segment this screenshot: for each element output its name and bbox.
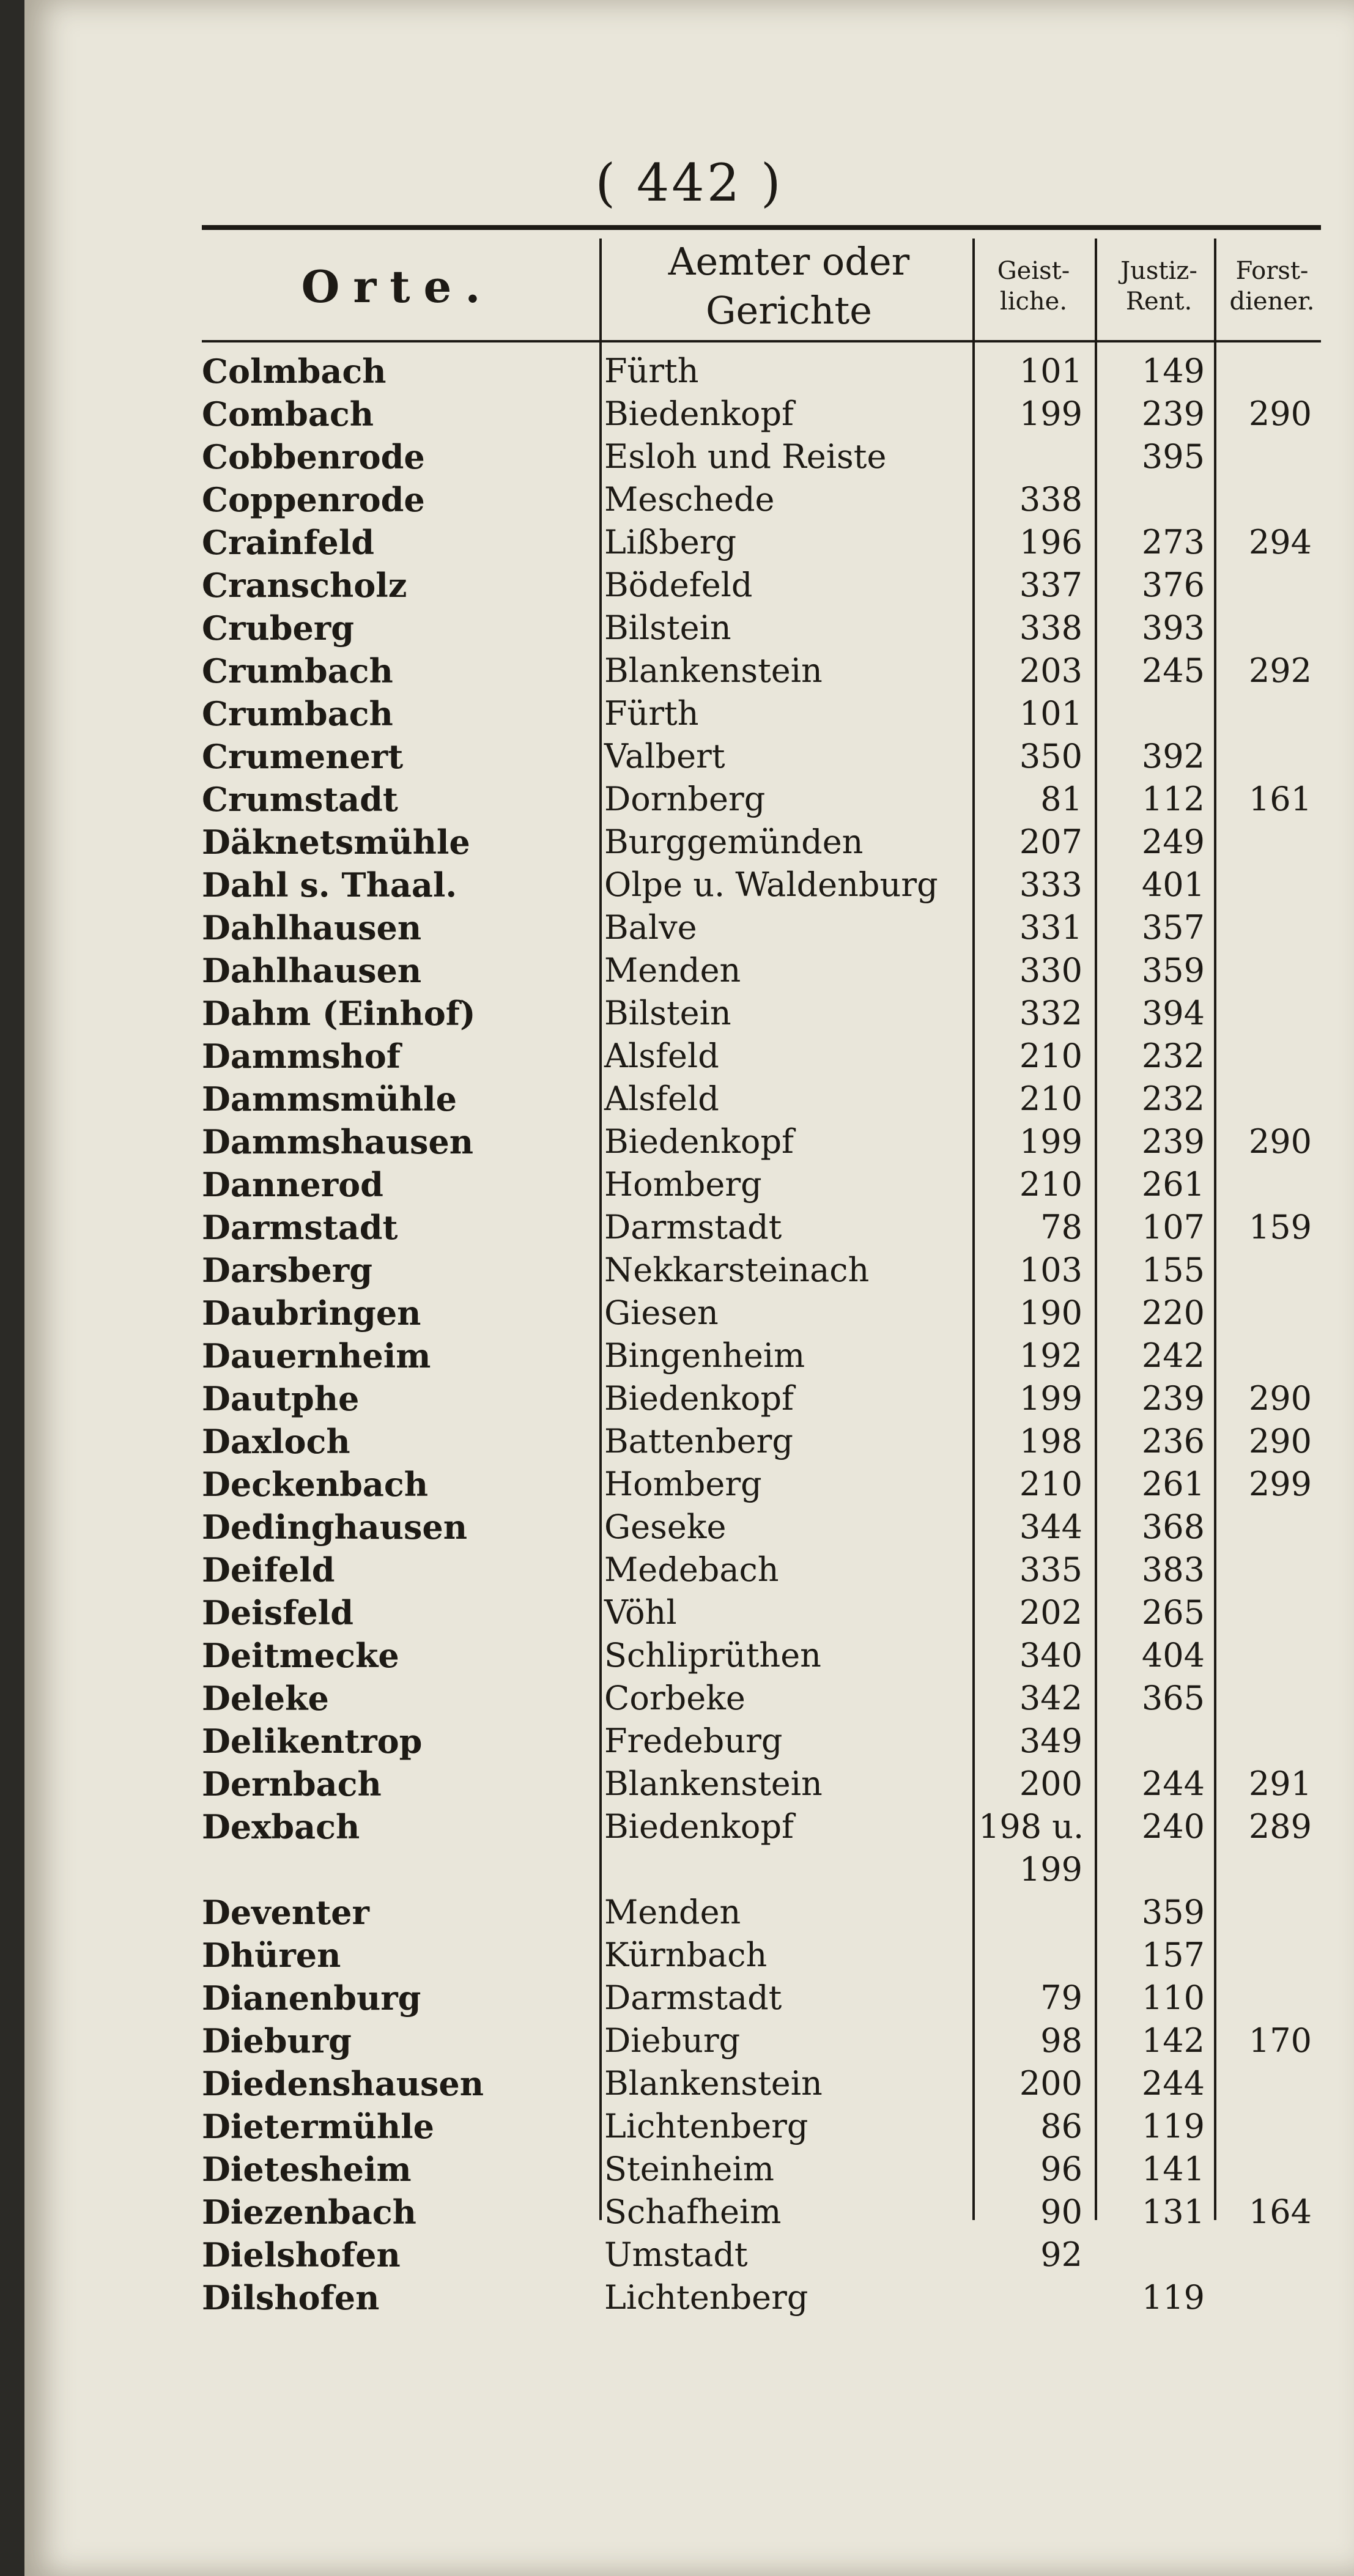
place-name: Dammshof [202, 1037, 401, 1076]
place-name: Deventer [202, 1893, 369, 1932]
table-row [24, 2148, 1354, 2191]
geistliche-page: 198 [1019, 1422, 1082, 1460]
place-name: Dilshofen [202, 2278, 380, 2317]
table-row [24, 607, 1354, 650]
geistliche-page: 101 [1019, 694, 1082, 733]
justiz-page: 110 [1141, 1978, 1205, 2017]
geistliche-page: 349 [1019, 1722, 1082, 1760]
forst-page: 290 [1248, 1122, 1312, 1161]
justiz-page: 273 [1141, 523, 1205, 561]
place-name: Crumenert [202, 737, 404, 776]
table-row [24, 1549, 1354, 1591]
place-name: Daubringen [202, 1294, 421, 1333]
table-row [24, 692, 1354, 735]
justiz-page: 239 [1141, 394, 1205, 433]
justiz-page: 141 [1141, 2150, 1205, 2188]
district-name: Blankenstein [604, 651, 823, 690]
table-row [24, 1249, 1354, 1292]
district-name: Homberg [604, 1465, 762, 1503]
table-row [24, 1120, 1354, 1163]
place-name: Crumbach [202, 651, 393, 690]
geistliche-page: 200 [1019, 2064, 1082, 2103]
geistliche-page: 210 [1019, 1465, 1082, 1503]
district-name: Umstadt [604, 2235, 748, 2274]
justiz-page: 242 [1141, 1336, 1205, 1375]
geistliche-page: 203 [1019, 651, 1082, 690]
district-name: Biedenkopf [604, 1379, 794, 1418]
justiz-page: 240 [1141, 1807, 1205, 1846]
place-name: Dahm (Einhof) [202, 994, 476, 1033]
table-row [24, 2191, 1354, 2234]
forst-page: 290 [1248, 1379, 1312, 1418]
geistliche-page: 199 [1019, 1850, 1082, 1889]
column-header-orte: Orte. [301, 260, 494, 313]
geistliche-page: 338 [1019, 480, 1082, 519]
place-name: Diezenbach [202, 2193, 416, 2232]
place-name: Dahl s. Thaal. [202, 865, 457, 905]
district-name: Burggemünden [604, 823, 864, 861]
table-row [24, 906, 1354, 949]
justiz-page: 220 [1141, 1294, 1205, 1332]
table-row [24, 1591, 1354, 1634]
place-name: Colmbach [202, 352, 387, 391]
justiz-page: 232 [1141, 1079, 1205, 1118]
place-name: Cobbenrode [202, 437, 425, 476]
district-name: Fürth [604, 352, 699, 390]
geistliche-page: 335 [1019, 1550, 1082, 1589]
justiz-page: 239 [1141, 1379, 1205, 1418]
justiz-page: 112 [1141, 780, 1205, 818]
place-name: Daxloch [202, 1422, 350, 1461]
district-name: Biedenkopf [604, 394, 794, 433]
geistliche-page: 332 [1019, 994, 1082, 1032]
district-name: Lichtenberg [604, 2278, 808, 2317]
district-name: Meschede [604, 480, 775, 519]
forst-page: 289 [1248, 1807, 1312, 1846]
table-row [24, 1720, 1354, 1763]
geistliche-page: 333 [1019, 865, 1082, 904]
table-row [24, 1934, 1354, 1977]
table-row [24, 1848, 1354, 1891]
table-row [24, 864, 1354, 906]
district-name: Fürth [604, 694, 699, 733]
column-header-geistliche: Geist-liche. [997, 257, 1070, 316]
place-name: Cruberg [202, 609, 355, 648]
district-name: Darmstadt [604, 1978, 782, 2017]
district-name: Blankenstein [604, 1764, 823, 1803]
place-name: Deckenbach [202, 1465, 428, 1504]
place-name: Dianenburg [202, 1978, 421, 2018]
column-header-justiz: Justiz-Rent. [1120, 257, 1197, 316]
geistliche-page: 342 [1019, 1679, 1082, 1717]
justiz-page: 376 [1141, 566, 1205, 604]
register-table [24, 350, 1354, 2319]
place-name: Dielshofen [202, 2235, 401, 2274]
geistliche-page: 199 [1019, 394, 1082, 433]
place-name: Dedinghausen [202, 1508, 468, 1547]
table-row [24, 2234, 1354, 2276]
district-name: Darmstadt [604, 1208, 782, 1246]
geistliche-page: 79 [1040, 1978, 1082, 2017]
geistliche-page: 331 [1019, 908, 1082, 947]
table-row [24, 821, 1354, 864]
justiz-page: 131 [1141, 2193, 1205, 2231]
geistliche-page: 103 [1019, 1251, 1082, 1289]
district-name: Dornberg [604, 780, 766, 818]
justiz-page: 393 [1141, 609, 1205, 647]
justiz-page: 244 [1141, 1764, 1205, 1803]
forst-page: 161 [1248, 780, 1312, 818]
table-row [24, 1334, 1354, 1377]
place-name: Dernbach [202, 1764, 382, 1804]
table-row [24, 435, 1354, 478]
place-name: Dieburg [202, 2021, 352, 2060]
table-row [24, 1377, 1354, 1420]
justiz-page: 155 [1141, 1251, 1205, 1289]
place-name: Crumbach [202, 694, 393, 733]
place-name: Combach [202, 394, 374, 434]
district-name: Biedenkopf [604, 1122, 794, 1161]
geistliche-page: 207 [1019, 823, 1082, 861]
district-name: Bilstein [604, 609, 731, 647]
geistliche-page: 196 [1019, 523, 1082, 561]
table-row [24, 949, 1354, 992]
header-bottom-rule [202, 340, 1321, 342]
justiz-page: 142 [1141, 2021, 1205, 2060]
justiz-page: 261 [1141, 1465, 1205, 1503]
table-row [24, 1206, 1354, 1249]
place-name: Darmstadt [202, 1208, 398, 1247]
district-name: Bilstein [604, 994, 731, 1032]
district-name: Steinheim [604, 2150, 774, 2188]
justiz-page: 157 [1141, 1936, 1205, 1974]
geistliche-page: 337 [1019, 566, 1082, 604]
place-name: Coppenrode [202, 480, 425, 519]
place-name: Dauernheim [202, 1336, 431, 1375]
justiz-page: 245 [1141, 651, 1205, 690]
table-row [24, 1078, 1354, 1120]
table-row [24, 2062, 1354, 2105]
table-row [24, 521, 1354, 564]
geistliche-page: 90 [1040, 2193, 1082, 2231]
geistliche-page: 344 [1019, 1508, 1082, 1546]
district-name: Corbeke [604, 1679, 745, 1717]
justiz-page: 119 [1141, 2278, 1205, 2317]
district-name: Biedenkopf [604, 1807, 794, 1846]
justiz-page: 357 [1141, 908, 1205, 947]
district-name: Menden [604, 951, 741, 990]
table-row [24, 1891, 1354, 1934]
place-name: Crumstadt [202, 780, 398, 819]
justiz-page: 239 [1141, 1122, 1205, 1161]
column-header-aemter: Aemter oder Gerichte [668, 239, 910, 333]
place-name: Deifeld [202, 1550, 335, 1590]
justiz-page: 359 [1141, 1893, 1205, 1931]
district-name: Lichtenberg [604, 2107, 808, 2145]
justiz-page: 249 [1141, 823, 1205, 861]
geistliche-page: 86 [1040, 2107, 1082, 2145]
justiz-page: 244 [1141, 2064, 1205, 2103]
district-name: Battenberg [604, 1422, 793, 1460]
table-row [24, 2019, 1354, 2062]
table-row [24, 1163, 1354, 1206]
district-name: Schliprüthen [604, 1636, 821, 1675]
geistliche-page: 190 [1019, 1294, 1082, 1332]
district-name: Geseke [604, 1508, 727, 1546]
forst-page: 290 [1248, 1422, 1312, 1460]
justiz-page: 119 [1141, 2107, 1205, 2145]
geistliche-page: 202 [1019, 1593, 1082, 1632]
table-row [24, 1463, 1354, 1506]
geistliche-page: 210 [1019, 1079, 1082, 1118]
place-name: Crainfeld [202, 523, 375, 562]
place-name: Diedenshausen [202, 2064, 484, 2103]
table-row [24, 478, 1354, 521]
justiz-page: 107 [1141, 1208, 1205, 1246]
justiz-page: 395 [1141, 437, 1205, 476]
geistliche-page: 199 [1019, 1122, 1082, 1161]
table-row [24, 1292, 1354, 1334]
geistliche-page: 81 [1040, 780, 1082, 818]
table-row [24, 1677, 1354, 1720]
district-name: Alsfeld [604, 1037, 719, 1075]
district-name: Vöhl [604, 1593, 677, 1632]
table-row [24, 393, 1354, 435]
justiz-page: 236 [1141, 1422, 1205, 1460]
geistliche-page: 92 [1040, 2235, 1082, 2274]
table-row [24, 1506, 1354, 1549]
geistliche-page: 198 u. [979, 1807, 1084, 1846]
geistliche-page: 200 [1019, 1764, 1082, 1803]
place-name: Dietesheim [202, 2150, 412, 2189]
district-name: Lißberg [604, 523, 737, 561]
geistliche-page: 350 [1019, 737, 1082, 775]
justiz-page: 404 [1141, 1636, 1205, 1675]
justiz-page: 265 [1141, 1593, 1205, 1632]
forst-page: 291 [1248, 1764, 1312, 1803]
column-header-forst: Forst-diener. [1229, 257, 1315, 316]
table-row [24, 1420, 1354, 1463]
district-name: Bingenheim [604, 1336, 805, 1375]
place-name: Däknetsmühle [202, 823, 470, 862]
geistliche-page: 192 [1019, 1336, 1082, 1375]
table-row [24, 564, 1354, 607]
justiz-page: 149 [1141, 352, 1205, 390]
geistliche-page: 96 [1040, 2150, 1082, 2188]
table-row [24, 1634, 1354, 1677]
place-name: Dahlhausen [202, 951, 422, 990]
justiz-page: 368 [1141, 1508, 1205, 1546]
district-name: Bödefeld [604, 566, 753, 604]
district-name: Fredeburg [604, 1722, 783, 1760]
district-name: Medebach [604, 1550, 779, 1589]
place-name: Delikentrop [202, 1722, 423, 1761]
forst-page: 299 [1248, 1465, 1312, 1503]
district-name: Olpe u. Waldenburg [604, 865, 938, 904]
place-name: Darsberg [202, 1251, 372, 1290]
forst-page: 292 [1248, 651, 1312, 690]
place-name: Dannerod [202, 1165, 383, 1204]
justiz-page: 383 [1141, 1550, 1205, 1589]
table-row [24, 735, 1354, 778]
justiz-page: 394 [1141, 994, 1205, 1032]
forst-page: 164 [1248, 2193, 1312, 2231]
district-name: Kürnbach [604, 1936, 768, 1974]
geistliche-page: 210 [1019, 1037, 1082, 1075]
forst-page: 290 [1248, 394, 1312, 433]
table-row [24, 1763, 1354, 1805]
district-name: Schafheim [604, 2193, 782, 2231]
place-name: Dexbach [202, 1807, 360, 1846]
district-name: Blankenstein [604, 2064, 823, 2103]
place-name: Cranscholz [202, 566, 407, 605]
table-row [24, 1035, 1354, 1078]
place-name: Deisfeld [202, 1593, 353, 1632]
forst-page: 159 [1248, 1208, 1312, 1246]
table-row [24, 2276, 1354, 2319]
district-name: Balve [604, 908, 697, 947]
district-name: Valbert [604, 737, 725, 775]
place-name: Dammsmühle [202, 1079, 457, 1119]
geistliche-page: 78 [1040, 1208, 1082, 1246]
geistliche-page: 210 [1019, 1165, 1082, 1204]
justiz-page: 392 [1141, 737, 1205, 775]
forst-page: 294 [1248, 523, 1312, 561]
table-row [24, 1977, 1354, 2019]
table-row [24, 2105, 1354, 2148]
geistliche-page: 101 [1019, 352, 1082, 390]
justiz-page: 232 [1141, 1037, 1205, 1075]
place-name: Dietermühle [202, 2107, 434, 2146]
geistliche-page: 330 [1019, 951, 1082, 990]
place-name: Dahlhausen [202, 908, 422, 947]
forst-page: 170 [1248, 2021, 1312, 2060]
place-name: Deitmecke [202, 1636, 399, 1675]
justiz-page: 261 [1141, 1165, 1205, 1204]
district-name: Homberg [604, 1165, 762, 1204]
place-name: Dhüren [202, 1936, 341, 1975]
place-name: Dautphe [202, 1379, 360, 1418]
header-top-rule [202, 225, 1321, 230]
place-name: Dammshausen [202, 1122, 474, 1161]
book-page [24, 0, 1354, 2576]
geistliche-page: 199 [1019, 1379, 1082, 1418]
page-number: ( 442 ) [595, 153, 783, 213]
district-name: Esloh und Reiste [604, 437, 887, 476]
justiz-page: 359 [1141, 951, 1205, 990]
district-name: Dieburg [604, 2021, 741, 2060]
district-name: Nekkarsteinach [604, 1251, 870, 1289]
district-name: Giesen [604, 1294, 719, 1332]
geistliche-page: 338 [1019, 609, 1082, 647]
table-row [24, 992, 1354, 1035]
geistliche-page: 340 [1019, 1636, 1082, 1675]
district-name: Alsfeld [604, 1079, 719, 1118]
table-row [24, 350, 1354, 393]
place-name: Deleke [202, 1679, 329, 1718]
table-row [24, 650, 1354, 692]
table-row [24, 778, 1354, 821]
justiz-page: 401 [1141, 865, 1205, 904]
justiz-page: 365 [1141, 1679, 1205, 1717]
table-row [24, 1805, 1354, 1848]
district-name: Menden [604, 1893, 741, 1931]
geistliche-page: 98 [1040, 2021, 1082, 2060]
